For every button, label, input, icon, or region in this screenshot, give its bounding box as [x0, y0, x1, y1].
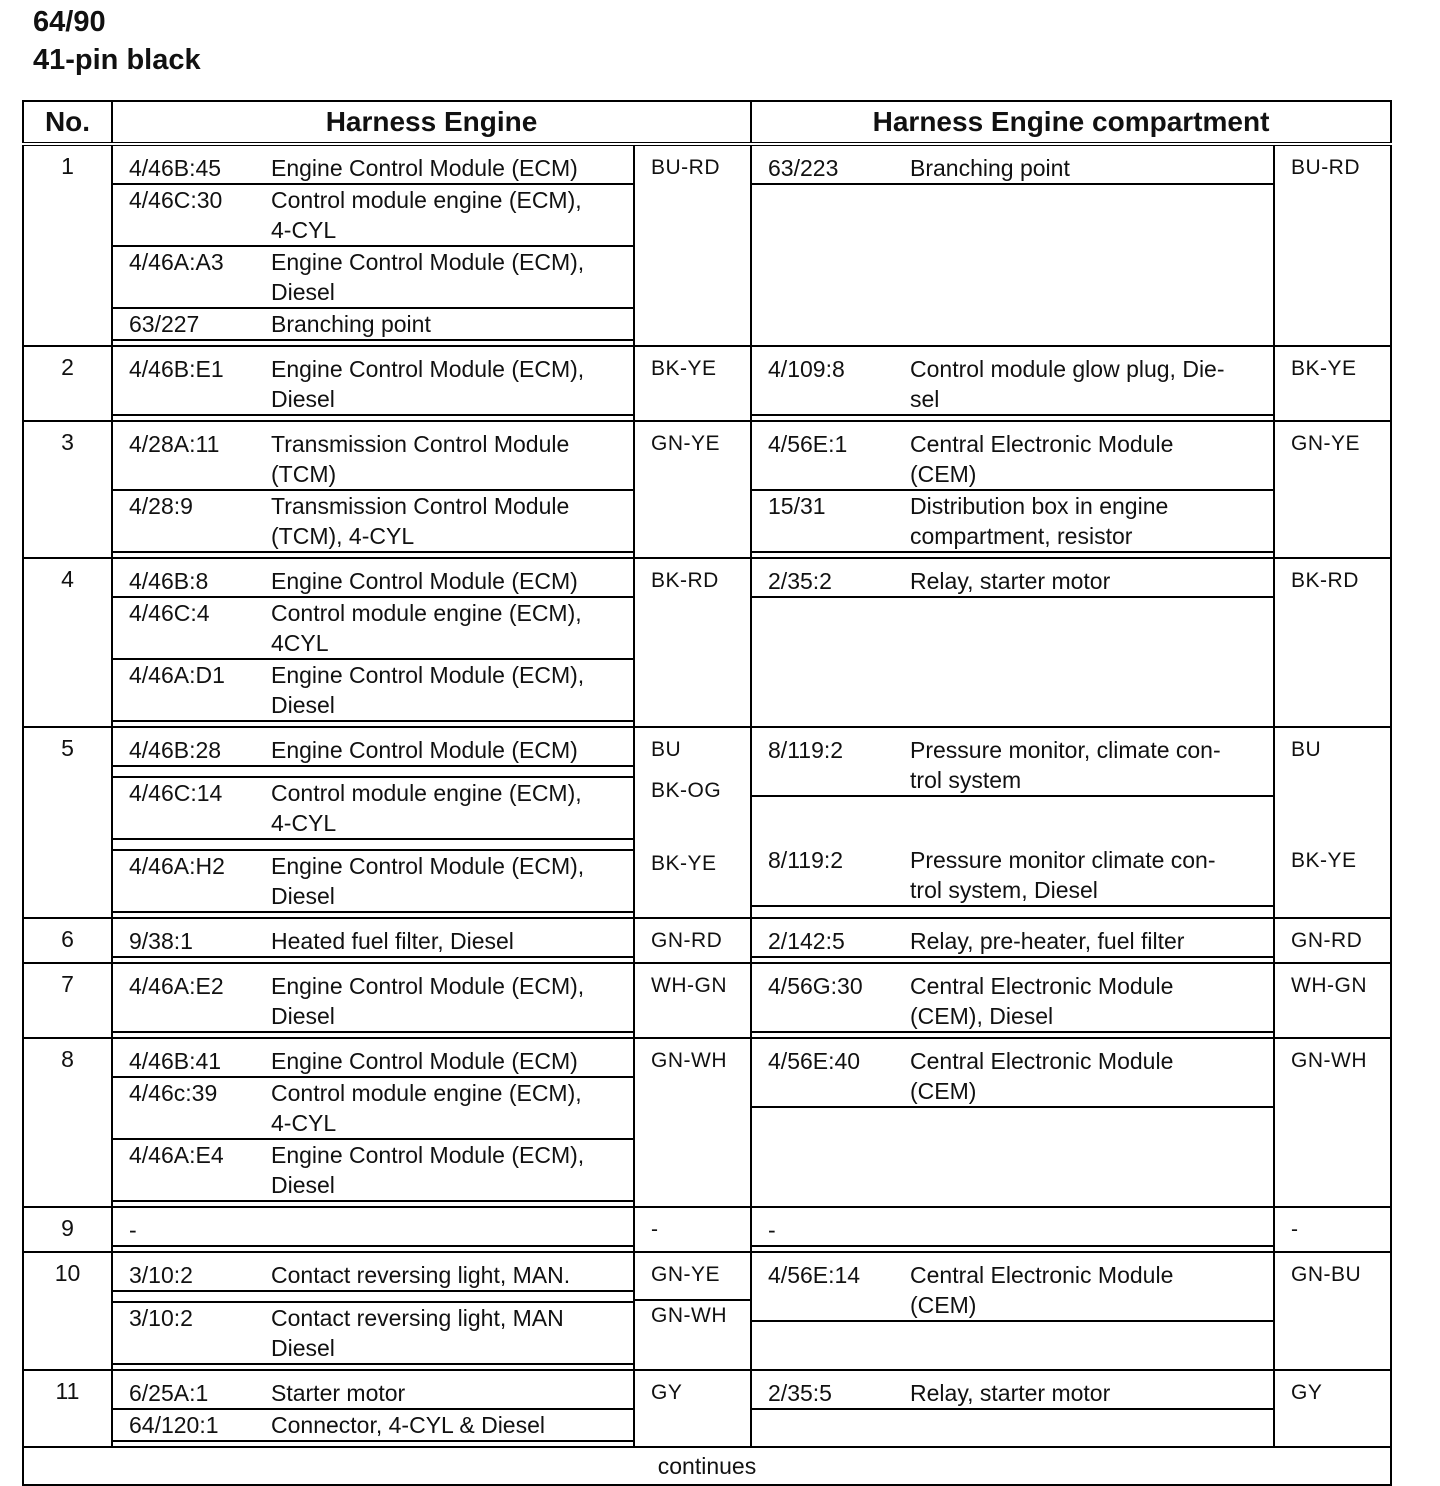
component-description: Transmission Control Module (TCM) — [271, 429, 633, 490]
component-description: Control module engine (ECM), 4-CYL — [271, 184, 633, 246]
compartment-entries — [752, 735, 1273, 907]
compartment-entries — [752, 971, 1273, 1033]
wire-color: GN-YE — [651, 1263, 721, 1286]
component-description: Engine Control Module (ECM), Diesel — [271, 659, 633, 721]
compartment-wire-colors — [1274, 1207, 1391, 1252]
compartment-entries — [752, 354, 1273, 416]
compartment-entries — [752, 1260, 1273, 1322]
engine-side — [112, 421, 634, 558]
engine-entry — [113, 850, 633, 912]
compartment-wire-colors — [1274, 918, 1391, 963]
wire-color: BK-YE — [651, 852, 717, 875]
wire-color: BK-YE — [651, 357, 717, 380]
engine-entries — [113, 153, 633, 341]
compartment-entries — [752, 153, 1273, 185]
engine-wire-colors — [634, 918, 751, 963]
component-description: Transmission Control Module (TCM), 4-CYL — [271, 490, 633, 552]
terminal-code: 4/46B:41 — [113, 1046, 271, 1077]
wire-color: BK-RD — [651, 569, 719, 592]
pin-number: 10 — [23, 1252, 112, 1370]
pin-row — [23, 558, 1391, 727]
engine-wire-colors — [634, 1370, 751, 1447]
engine-entries — [113, 1378, 633, 1442]
component-description: Engine Control Module (ECM) — [271, 1046, 633, 1077]
terminal-code: 4/46B:E1 — [113, 354, 271, 415]
compartment-entry — [752, 1215, 1273, 1246]
column-header-harness-compartment: Harness Engine compartment — [751, 101, 1391, 144]
engine-entry — [113, 354, 633, 415]
entry-gap — [113, 766, 633, 777]
terminal-code: 4/56G:30 — [752, 971, 910, 1032]
component-description: Connector, 4-CYL & Diesel — [271, 1409, 633, 1441]
compartment-side — [751, 346, 1274, 421]
terminal-code: 4/46B:28 — [113, 735, 271, 766]
component-description: Engine Control Module (ECM), Diesel — [271, 246, 633, 308]
table-body — [23, 144, 1391, 1447]
terminal-code: 4/46A:H2 — [113, 850, 271, 912]
wire-color: BK-OG — [651, 779, 722, 802]
engine-entries — [113, 1260, 633, 1365]
engine-side — [112, 918, 634, 963]
pin-row — [23, 918, 1391, 963]
engine-entry — [113, 1046, 633, 1077]
compartment-entries — [752, 1215, 1273, 1247]
component-description — [271, 1215, 633, 1246]
wire-color: GY — [651, 1381, 683, 1404]
wire-color: - — [1291, 1218, 1299, 1241]
engine-side — [112, 1207, 634, 1252]
terminal-code: 4/56E:40 — [752, 1046, 910, 1107]
wire-color: GN-RD — [1291, 929, 1363, 952]
entry-gap — [113, 1291, 633, 1302]
terminal-code: 8/119:2 — [752, 796, 910, 906]
terminal-code: 4/46A:E2 — [113, 971, 271, 1032]
compartment-side — [751, 1207, 1274, 1252]
engine-entries — [113, 926, 633, 958]
compartment-wire-colors — [1274, 1252, 1391, 1370]
compartment-side — [751, 421, 1274, 558]
engine-wire-colors — [634, 421, 751, 558]
engine-entry — [113, 735, 633, 766]
engine-entry — [113, 926, 633, 957]
entry-gap — [113, 839, 633, 850]
pin-number: 4 — [23, 558, 112, 727]
compartment-wire-colors — [1274, 421, 1391, 558]
compartment-entry — [752, 735, 1273, 796]
engine-entry — [113, 184, 633, 246]
terminal-code: 4/46A:A3 — [113, 246, 271, 308]
terminal-code: 2/142:5 — [752, 926, 910, 957]
pin-number: 7 — [23, 963, 112, 1038]
compartment-wire-colors — [1274, 727, 1391, 918]
wire-color: GN-YE — [1291, 432, 1361, 455]
wire-color: BK-YE — [1291, 357, 1357, 380]
terminal-code: - — [113, 1215, 271, 1246]
engine-wire-colors — [634, 1038, 751, 1207]
pin-row — [23, 1207, 1391, 1252]
terminal-code: 4/46A:E4 — [113, 1139, 271, 1201]
compartment-entries — [752, 926, 1273, 958]
component-description: Central Electronic Module (CEM) — [910, 1260, 1273, 1321]
component-description: Pressure monitor climate con- trol system, Diesel — [910, 796, 1273, 906]
wire-color: GN-WH — [635, 1299, 750, 1328]
engine-entry — [113, 1139, 633, 1201]
engine-entries — [113, 1046, 633, 1202]
wire-color: GN-BU — [1291, 1263, 1362, 1286]
component-description: Engine Control Module (ECM) — [271, 735, 633, 766]
terminal-code: - — [752, 1215, 910, 1246]
engine-side — [112, 1252, 634, 1370]
engine-entry — [113, 566, 633, 597]
pin-row — [23, 1370, 1391, 1447]
wire-color: BU-RD — [651, 156, 720, 179]
compartment-side — [751, 1252, 1274, 1370]
engine-entries — [113, 1215, 633, 1247]
compartment-wire-colors — [1274, 558, 1391, 727]
compartment-entry — [752, 566, 1273, 597]
terminal-code: 9/38:1 — [113, 926, 271, 957]
pin-number: 11 — [23, 1370, 112, 1447]
component-description: Relay, starter motor — [910, 1378, 1273, 1409]
component-description: Engine Control Module (ECM), Diesel — [271, 971, 633, 1032]
compartment-entry — [752, 153, 1273, 184]
engine-entry — [113, 1260, 633, 1291]
wire-color: GY — [1291, 1381, 1323, 1404]
engine-entries — [113, 429, 633, 553]
component-description: Control module engine (ECM), 4CYL — [271, 597, 633, 659]
compartment-wire-colors — [1274, 1038, 1391, 1207]
compartment-entries — [752, 1378, 1273, 1410]
component-description: Engine Control Module (ECM) — [271, 153, 633, 184]
terminal-code: 4/46c:39 — [113, 1077, 271, 1139]
terminal-code: 4/46C:4 — [113, 597, 271, 659]
engine-side — [112, 346, 634, 421]
table-footer-row — [23, 1447, 1391, 1485]
wire-color: WH-GN — [651, 974, 727, 997]
component-description: Relay, pre-heater, fuel filter — [910, 926, 1273, 957]
compartment-entry — [752, 429, 1273, 490]
component-description: Control module engine (ECM), 4-CYL — [271, 777, 633, 839]
engine-wire-colors — [634, 1252, 751, 1370]
terminal-code: 3/10:2 — [113, 1302, 271, 1364]
compartment-side — [751, 918, 1274, 963]
engine-side — [112, 558, 634, 727]
engine-side — [112, 963, 634, 1038]
terminal-code: 4/46A:D1 — [113, 659, 271, 721]
compartment-side — [751, 558, 1274, 727]
compartment-entry — [752, 971, 1273, 1032]
terminal-code: 4/109:8 — [752, 354, 910, 415]
engine-wire-colors — [634, 558, 751, 727]
engine-side — [112, 144, 634, 346]
component-description: Control module glow plug, Die- sel — [910, 354, 1273, 415]
component-description: Engine Control Module (ECM), Diesel — [271, 850, 633, 912]
compartment-entry — [752, 796, 1273, 906]
pin-number: 2 — [23, 346, 112, 421]
compartment-side — [751, 1038, 1274, 1207]
engine-entry — [113, 1378, 633, 1409]
component-description: Branching point — [910, 153, 1273, 184]
terminal-code: 4/46C:14 — [113, 777, 271, 839]
engine-entry — [113, 971, 633, 1032]
terminal-code: 4/56E:14 — [752, 1260, 910, 1321]
compartment-wire-colors — [1274, 1370, 1391, 1447]
engine-entry — [113, 659, 633, 721]
compartment-entry — [752, 926, 1273, 957]
component-description: Starter motor — [271, 1378, 633, 1409]
pin-row — [23, 1252, 1391, 1370]
terminal-code: 4/46B:45 — [113, 153, 271, 184]
engine-entries — [113, 566, 633, 722]
wire-color: BK-YE — [1291, 849, 1357, 872]
engine-entry — [113, 1302, 633, 1364]
engine-entries — [113, 735, 633, 913]
compartment-wire-colors — [1274, 963, 1391, 1038]
component-description: Engine Control Module (ECM) — [271, 566, 633, 597]
compartment-entries — [752, 566, 1273, 598]
component-description: Central Electronic Module (CEM) — [910, 429, 1273, 490]
wire-color: BU-RD — [1291, 156, 1361, 179]
engine-side — [112, 727, 634, 918]
engine-wire-colors — [634, 144, 751, 346]
continues-note: continues — [23, 1447, 1391, 1485]
engine-wire-colors — [634, 963, 751, 1038]
engine-entry — [113, 246, 633, 308]
compartment-entries — [752, 429, 1273, 553]
engine-entry — [113, 308, 633, 340]
compartment-entries — [752, 1046, 1273, 1108]
terminal-code: 4/46C:30 — [113, 184, 271, 246]
terminal-code: 2/35:2 — [752, 566, 910, 597]
engine-entry — [113, 597, 633, 659]
pin-row — [23, 346, 1391, 421]
compartment-side — [751, 963, 1274, 1038]
compartment-entry — [752, 1260, 1273, 1321]
pin-number: 1 — [23, 144, 112, 346]
component-description: Control module engine (ECM), 4-CYL — [271, 1077, 633, 1139]
pin-row — [23, 963, 1391, 1038]
table-header-row — [23, 101, 1391, 144]
engine-entry — [113, 490, 633, 552]
pin-number: 9 — [23, 1207, 112, 1252]
component-description: Central Electronic Module (CEM) — [910, 1046, 1273, 1107]
engine-wire-colors — [634, 727, 751, 918]
pin-row — [23, 421, 1391, 558]
column-header-harness-engine: Harness Engine — [112, 101, 751, 144]
pin-table — [22, 100, 1392, 1486]
component-description: Contact reversing light, MAN. — [271, 1260, 633, 1291]
component-description: Central Electronic Module (CEM), Diesel — [910, 971, 1273, 1032]
engine-entry — [113, 1409, 633, 1441]
compartment-entry — [752, 490, 1273, 552]
engine-side — [112, 1370, 634, 1447]
compartment-entry — [752, 1046, 1273, 1107]
pin-row — [23, 144, 1391, 346]
terminal-code: 4/28A:11 — [113, 429, 271, 490]
pin-number: 6 — [23, 918, 112, 963]
engine-entry — [113, 153, 633, 184]
wire-color: GN-YE — [651, 432, 721, 455]
component-description: Pressure monitor, climate con- trol system — [910, 735, 1273, 796]
engine-entries — [113, 971, 633, 1033]
terminal-code: 8/119:2 — [752, 735, 910, 796]
component-description — [910, 1215, 1273, 1246]
terminal-code: 63/227 — [113, 308, 271, 340]
wire-color: GN-WH — [651, 1049, 727, 1072]
compartment-wire-colors — [1274, 144, 1391, 346]
terminal-code: 6/25A:1 — [113, 1378, 271, 1409]
component-description: Contact reversing light, MAN Diesel — [271, 1302, 633, 1364]
compartment-side — [751, 144, 1274, 346]
pin-row — [23, 1038, 1391, 1207]
compartment-wire-colors — [1274, 346, 1391, 421]
engine-wire-colors — [634, 1207, 751, 1252]
engine-entry — [113, 1077, 633, 1139]
engine-side — [112, 1038, 634, 1207]
page-heading-connector-number: 64/90 — [33, 6, 106, 38]
terminal-code: 4/56E:1 — [752, 429, 910, 490]
component-description: Branching point — [271, 308, 633, 340]
engine-entry — [113, 429, 633, 490]
wire-color: - — [651, 1218, 659, 1241]
engine-entries — [113, 354, 633, 416]
wire-color: BU — [1291, 738, 1322, 761]
wire-color: WH-GN — [1291, 974, 1367, 997]
component-description: Distribution box in engine compartment, resistor — [910, 490, 1273, 552]
terminal-code: 63/223 — [752, 153, 910, 184]
compartment-side — [751, 727, 1274, 918]
compartment-entry — [752, 1378, 1273, 1409]
engine-wire-colors — [634, 346, 751, 421]
terminal-code: 64/120:1 — [113, 1409, 271, 1441]
component-description: Engine Control Module (ECM), Diesel — [271, 1139, 633, 1201]
pin-number: 5 — [23, 727, 112, 918]
component-description: Heated fuel filter, Diesel — [271, 926, 633, 957]
pin-number: 3 — [23, 421, 112, 558]
component-description: Relay, starter motor — [910, 566, 1273, 597]
pin-row — [23, 727, 1391, 918]
component-description: Engine Control Module (ECM), Diesel — [271, 354, 633, 415]
wire-color: BK-RD — [1291, 569, 1359, 592]
compartment-side — [751, 1370, 1274, 1447]
terminal-code: 15/31 — [752, 490, 910, 552]
terminal-code: 4/46B:8 — [113, 566, 271, 597]
engine-entry — [113, 1215, 633, 1246]
wire-color: GN-WH — [1291, 1049, 1367, 1072]
compartment-entry — [752, 354, 1273, 415]
engine-entry — [113, 777, 633, 839]
terminal-code: 2/35:5 — [752, 1378, 910, 1409]
column-header-no: No. — [23, 101, 112, 144]
wire-color: BU — [651, 738, 682, 761]
page-heading-connector-type: 41-pin black — [33, 44, 201, 76]
pin-number: 8 — [23, 1038, 112, 1207]
terminal-code: 4/28:9 — [113, 490, 271, 552]
terminal-code: 3/10:2 — [113, 1260, 271, 1291]
wire-color: GN-RD — [651, 929, 723, 952]
